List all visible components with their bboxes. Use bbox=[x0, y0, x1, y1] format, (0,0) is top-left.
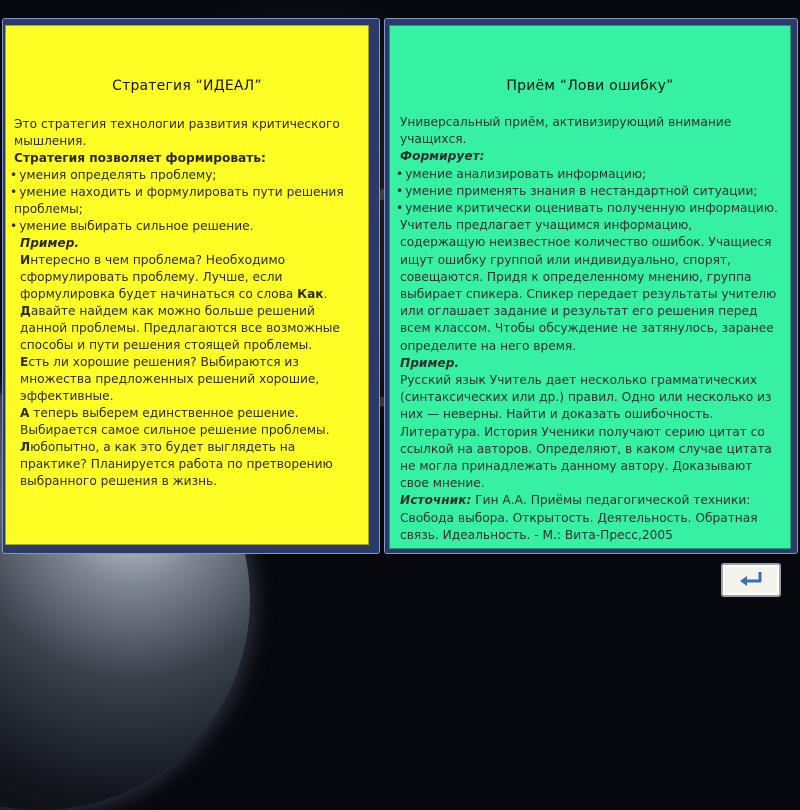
ideal-step-d-letter: Д bbox=[20, 304, 31, 318]
ideal-step-i: Интересно в чем проблема? Необходимо сформулировать проблему. Лучше, если формулировка будет начинаться со слова Как. bbox=[20, 253, 328, 301]
ideal-bullet: • умение выбирать сильное решение. bbox=[10, 218, 358, 235]
ideal-example-label: Пример. bbox=[20, 236, 80, 250]
ideal-strategy-content bbox=[10, 116, 358, 490]
catch-error-source-text: Гин А.А. Приёмы педагогической техники: Свобода выбора. Открытость. Деятельность. Обратная связь. Идеальность. - М.: Вита-Пресс,2005 bbox=[400, 493, 758, 542]
catch-error-panel bbox=[389, 25, 791, 549]
ideal-step-a bbox=[10, 405, 358, 439]
ideal-step-i-letter: И bbox=[20, 253, 31, 267]
ideal-step-e-letter: Е bbox=[20, 355, 29, 369]
catch-error-content bbox=[396, 114, 780, 544]
ideal-allows-heading: Стратегия позволяет формировать: bbox=[14, 151, 266, 165]
catch-error-description: Учитель предлагает учащимся информацию, содержащую неизвестное количество ошибок. Учащиеся ищут ошибку группой или индивидуально, спорят, совещаются. Придя к определенному мнению, группа выбирает спикера. Спикер передает результаты учителю или оглашает задание и результат его решения перед всем классом. Чтобы обсуждение не затянулось, заранее определите на него время. bbox=[400, 218, 777, 353]
ideal-step-l-text: юбопытно, а как это будет выглядеть на практике? Планируется работа по претворению выбранного решения в жизнь. bbox=[20, 440, 333, 488]
ideal-step-i-word: Как bbox=[297, 287, 324, 301]
ideal-strategy-title: Стратегия “ИДЕАЛ” bbox=[112, 78, 262, 94]
catch-error-source-label: Источник: bbox=[400, 493, 472, 508]
ideal-step-a-letter: А bbox=[20, 406, 30, 420]
catch-error-bullet: • умение анализировать информацию; bbox=[396, 166, 780, 183]
ideal-strategy-panel bbox=[5, 25, 369, 545]
catch-error-example-label: Пример. bbox=[400, 355, 460, 370]
return-arrow-icon bbox=[736, 567, 766, 593]
catch-error-source bbox=[396, 492, 780, 544]
ideal-step-e-text: сть ли хорошие решения? Выбираются из множества предложенных решений хорошие, эффективные. bbox=[20, 355, 320, 403]
catch-error-example-text: Русский язык Учитель дает несколько грамматических (синтаксических или др.) правил. Одно или несколько из них — неверны. Найти и доказать ошибочность. bbox=[400, 373, 772, 422]
catch-error-literature-text: Литература. История Ученики получают серию цитат со ссылкой на авторов. Определяют, в каком случае цитата не могла принадлежать данному автору. Доказывают свое мнение. bbox=[400, 424, 772, 491]
ideal-step-d bbox=[10, 303, 358, 354]
ideal-bullet: • умение находить и формулировать пути решения проблемы; bbox=[10, 184, 358, 218]
catch-error-intro: Универсальный приём, активизирующий внимание учащихся. bbox=[400, 115, 732, 147]
catch-error-title: Приём “Лови ошибку” bbox=[506, 78, 674, 94]
catch-error-bullet: • умение критически оценивать полученную информацию. bbox=[396, 200, 780, 217]
catch-error-bullet: • умение применять знания в нестандартной ситуации; bbox=[396, 183, 780, 200]
ideal-step-a-text: теперь выберем единственное решение. Выбирается самое сильное решение проблемы. bbox=[20, 406, 330, 437]
ideal-intro: Это стратегия технологии развития критического мышления. bbox=[14, 117, 340, 148]
catch-error-forms-heading: Формирует: bbox=[400, 149, 485, 164]
ideal-step-i-text: нтересно в чем проблема? Необходимо сформулировать проблему. Лучше, если формулировка будет начинаться со слова bbox=[20, 253, 294, 301]
ideal-step-l-letter: Л bbox=[20, 440, 31, 454]
ideal-bullet: • умения определять проблему; bbox=[10, 167, 358, 184]
ideal-step-d-text: авайте найдем как можно больше решений данной проблемы. Предлагаются все возможные способы и пути решения стоящей проблемы. bbox=[20, 304, 340, 352]
return-button[interactable] bbox=[721, 563, 781, 597]
ideal-step-l bbox=[10, 439, 358, 490]
ideal-step-e bbox=[10, 354, 358, 405]
